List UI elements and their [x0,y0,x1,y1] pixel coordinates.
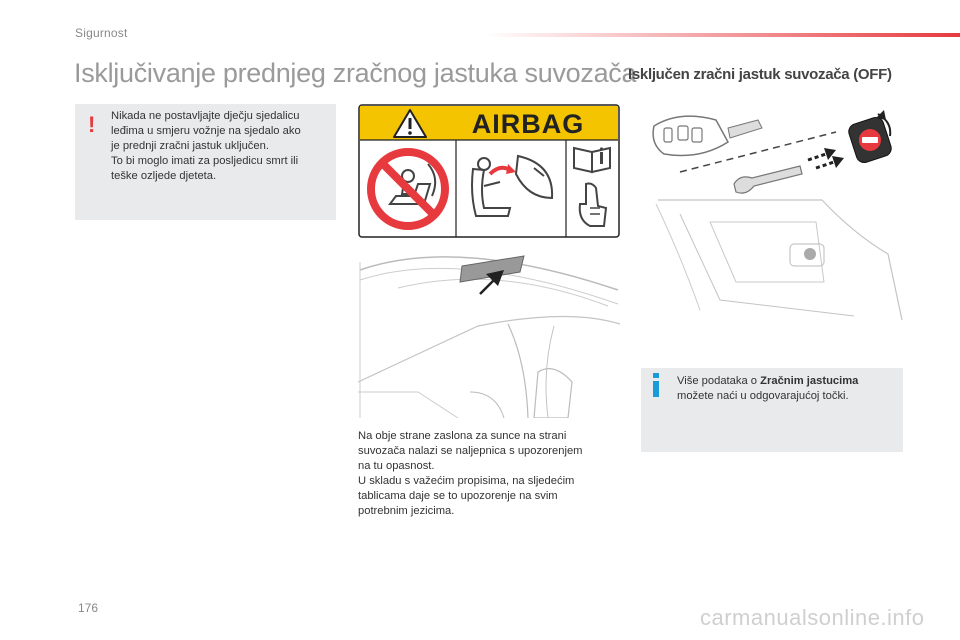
page-number: 176 [78,601,99,615]
info-prefix: Više podataka o [677,375,761,387]
page-title: Isključivanje prednjeg zračnog jastuka suvozača [74,58,637,88]
switch-off-icon [847,110,894,165]
key-blade-icon [734,166,802,193]
body-line: suvozača nalazi se naljepnica s upozorenjem [358,445,583,457]
insert-arrows-icon [808,148,844,168]
header-rule [486,33,960,37]
body-text [358,429,620,519]
warning-text [111,109,329,184]
body-line: na tu opasnost. [358,460,435,472]
prohibited-child-seat-icon [371,152,445,226]
warning-line: Nikada ne postavljajte dječju sjedalicu [111,110,300,122]
airbag-warning-label [358,104,620,238]
warning-line: teške ozljede djeteta. [111,170,217,182]
warning-line: je prednji zračni jastuk uključen. [111,140,269,152]
info-text [677,374,897,404]
airbag-switch-illustration [640,104,904,330]
airbag-banner-text: AIRBAG [471,109,585,139]
body-line: tablicama daje se to upozorenje na svim [358,490,558,502]
section-label: Sigurnost [75,26,128,40]
warning-exclamation-icon: ! [88,112,96,137]
info-link-text: Zračnim jastucima [760,375,859,387]
body-line: potrebnim jezicima. [358,505,455,517]
body-line: Na obje strane zaslona za sunce na strani [358,430,567,442]
warning-line: To bi moglo imati za posljedicu smrt ili [111,155,299,167]
body-line: U skladu s važećim propisima, na sljedećim [358,475,575,487]
info-icon [653,373,659,397]
warning-line: leđima u smjeru vožnje na sjedalo ako [111,125,301,137]
sun-visor-illustration [358,242,620,418]
watermark: carmanualsonline.info [700,605,925,630]
info-line-2: možete naći u odgovarajućoj točki. [677,390,849,402]
section-heading-off: Isključen zračni jastuk suvozača (OFF) [628,66,892,83]
key-fob-icon [653,116,762,155]
